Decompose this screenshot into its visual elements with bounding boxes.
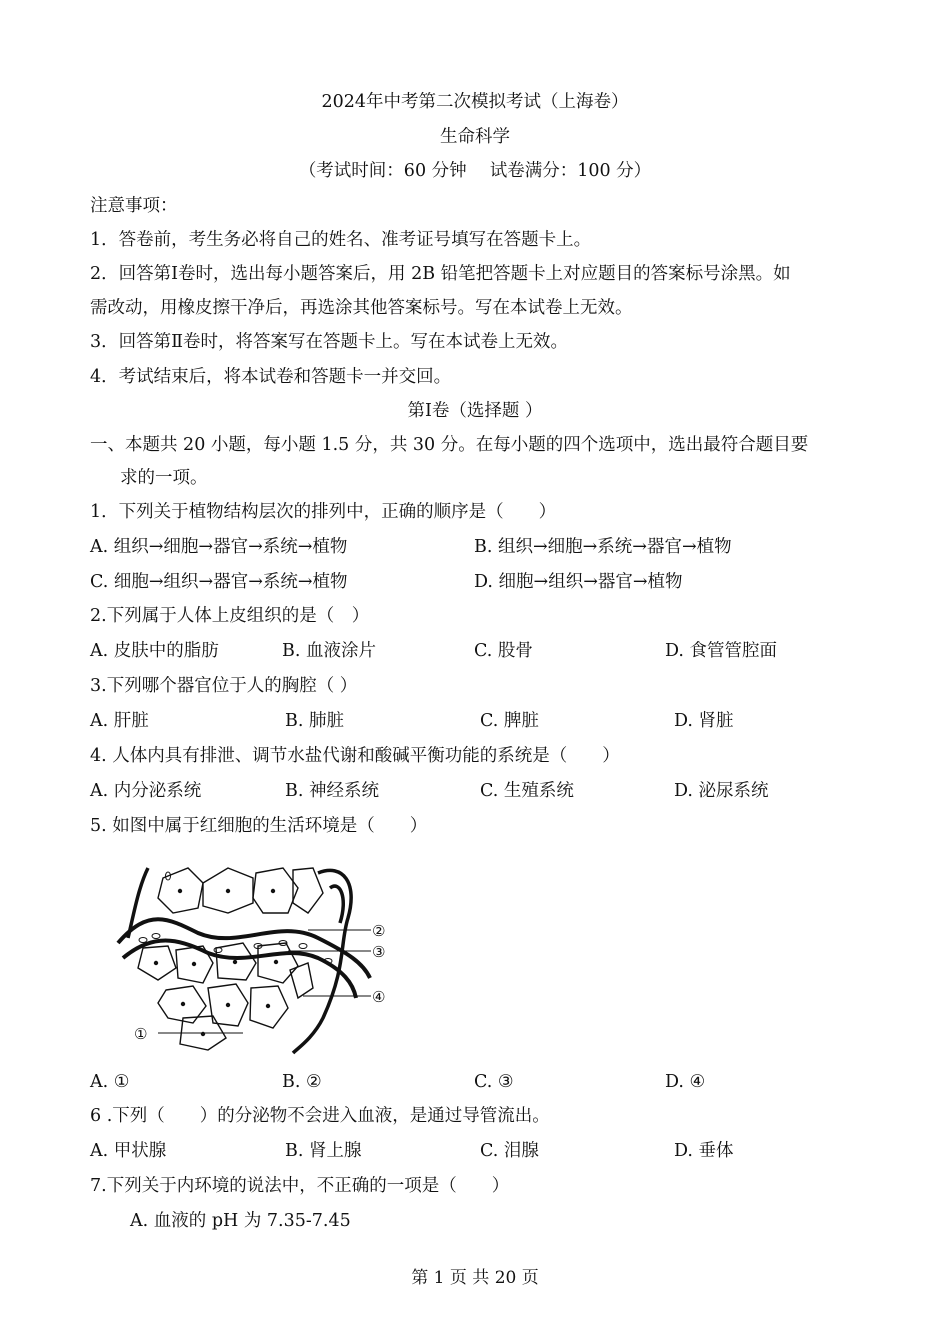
diagram-label-1: ① — [134, 1025, 148, 1043]
q2-option-d: D. 食管管腔面 — [665, 641, 778, 661]
q3-option-c: C. 脾脏 — [480, 711, 539, 731]
exam-info: （考试时间：60 分钟 试卷满分：100 分） — [298, 161, 652, 181]
q4-option-d: D. 泌尿系统 — [674, 781, 769, 801]
q4-option-c: C. 生殖系统 — [480, 781, 574, 801]
red-blood-cell — [299, 944, 307, 949]
q4-option-b: B. 神经系统 — [285, 781, 379, 801]
q1-option-c: C. 细胞→组织→器官→系统→植物 — [90, 572, 348, 592]
page-number: 第 1 页 共 20 页 — [411, 1268, 539, 1288]
q1-option-d: D. 细胞→组织→器官→植物 — [474, 572, 683, 592]
q6-option-a: A. 甲状腺 — [90, 1141, 167, 1161]
q2-option-c: C. 股骨 — [474, 641, 533, 661]
cell-nucleus — [192, 962, 196, 966]
diagram-label-4: ④ — [372, 988, 386, 1006]
section-intro-cont: 求的一项。 — [120, 468, 208, 488]
cell-nucleus — [226, 889, 230, 893]
notice-heading: 注意事项： — [90, 196, 178, 216]
question-1-stem: 1．下列关于植物结构层次的排列中，正确的顺序是（ ） — [90, 502, 557, 522]
section-intro: 一、本题共 20 小题，每小题 1.5 分，共 30 分。在每小题的四个选项中，选出最符合题目要 — [90, 435, 809, 455]
question-5-stem: 5. 如图中属于红细胞的生活环境是（ ） — [90, 816, 428, 836]
notice-item: 4．考试结束后，将本试卷和答题卡一并交回。 — [90, 367, 452, 387]
question-4-stem: 4. 人体内具有排泄、调节水盐代谢和酸碱平衡功能的系统是（ ） — [90, 746, 620, 766]
cell-nucleus — [271, 889, 275, 893]
q4-option-a: A. 内分泌系统 — [90, 781, 202, 801]
tissue-cell — [253, 868, 298, 913]
cell-nucleus — [181, 1002, 185, 1006]
q5-option-a: A. ① — [90, 1072, 130, 1092]
q7-option-a: A. 血液的 pH 为 7.35-7.45 — [130, 1211, 351, 1231]
notice-item: 2．回答第Ⅰ卷时，选出每小题答案后，用 2B 铅笔把答题卡上对应题目的答案标号涂黑。如 — [90, 264, 791, 284]
q5-option-d: D. ④ — [665, 1072, 706, 1092]
notice-item: 需改动，用橡皮擦干净后，再选涂其他答案标号。写在本试卷上无效。 — [90, 298, 633, 318]
diagram-label-3: ③ — [372, 943, 386, 961]
q2-option-b: B. 血液涂片 — [282, 641, 376, 661]
tissue-diagram — [108, 858, 408, 1058]
q3-option-d: D. 肾脏 — [674, 711, 734, 731]
q1-option-b: B. 组织→细胞→系统→器官→植物 — [474, 537, 732, 557]
q3-option-a: A. 肝脏 — [90, 711, 149, 731]
section-title: 第Ⅰ卷（选择题 ） — [407, 401, 543, 421]
red-blood-cell — [139, 938, 147, 943]
question-2-stem: 2.下列属于人体上皮组织的是（ ） — [90, 606, 370, 626]
subject-title: 生命科学 — [440, 127, 510, 147]
cell-nucleus — [201, 1032, 205, 1036]
q6-option-d: D. 垂体 — [674, 1141, 734, 1161]
capillary-wall — [118, 919, 370, 978]
q6-option-c: C. 泪腺 — [480, 1141, 539, 1161]
cell-nucleus — [233, 960, 237, 964]
q3-option-b: B. 肺脏 — [285, 711, 344, 731]
cell-nucleus — [154, 961, 158, 965]
tissue-cell — [290, 963, 313, 998]
lymph-vessel-wall — [330, 886, 343, 923]
q5-option-c: C. ③ — [474, 1072, 514, 1092]
red-blood-cell — [152, 934, 160, 939]
q6-option-b: B. 肾上腺 — [285, 1141, 362, 1161]
q1-option-a: A. 组织→细胞→器官→系统→植物 — [90, 537, 348, 557]
exam-title: 2024年中考第二次模拟考试（上海卷） — [321, 92, 629, 112]
question-6-stem: 6 .下列（ ）的分泌物不会进入血液，是通过导管流出。 — [90, 1106, 550, 1126]
cell-nucleus — [226, 1003, 230, 1007]
q5-option-b: B. ② — [282, 1072, 322, 1092]
question-3-stem: 3.下列哪个器官位于人的胸腔（ ） — [90, 676, 358, 696]
diagram-label-2: ② — [372, 922, 386, 940]
notice-item: 3．回答第Ⅱ卷时，将答案写在答题卡上。写在本试卷上无效。 — [90, 332, 569, 352]
notice-item: 1．答卷前，考生务必将自己的姓名、准考证号填写在答题卡上。 — [90, 230, 592, 250]
cell-nucleus — [274, 960, 278, 964]
cell-nucleus — [266, 1004, 270, 1008]
question-7-stem: 7.下列关于内环境的说法中，不正确的一项是（ ） — [90, 1176, 510, 1196]
q2-option-a: A. 皮肤中的脂肪 — [90, 641, 219, 661]
cell-nucleus — [178, 889, 182, 893]
